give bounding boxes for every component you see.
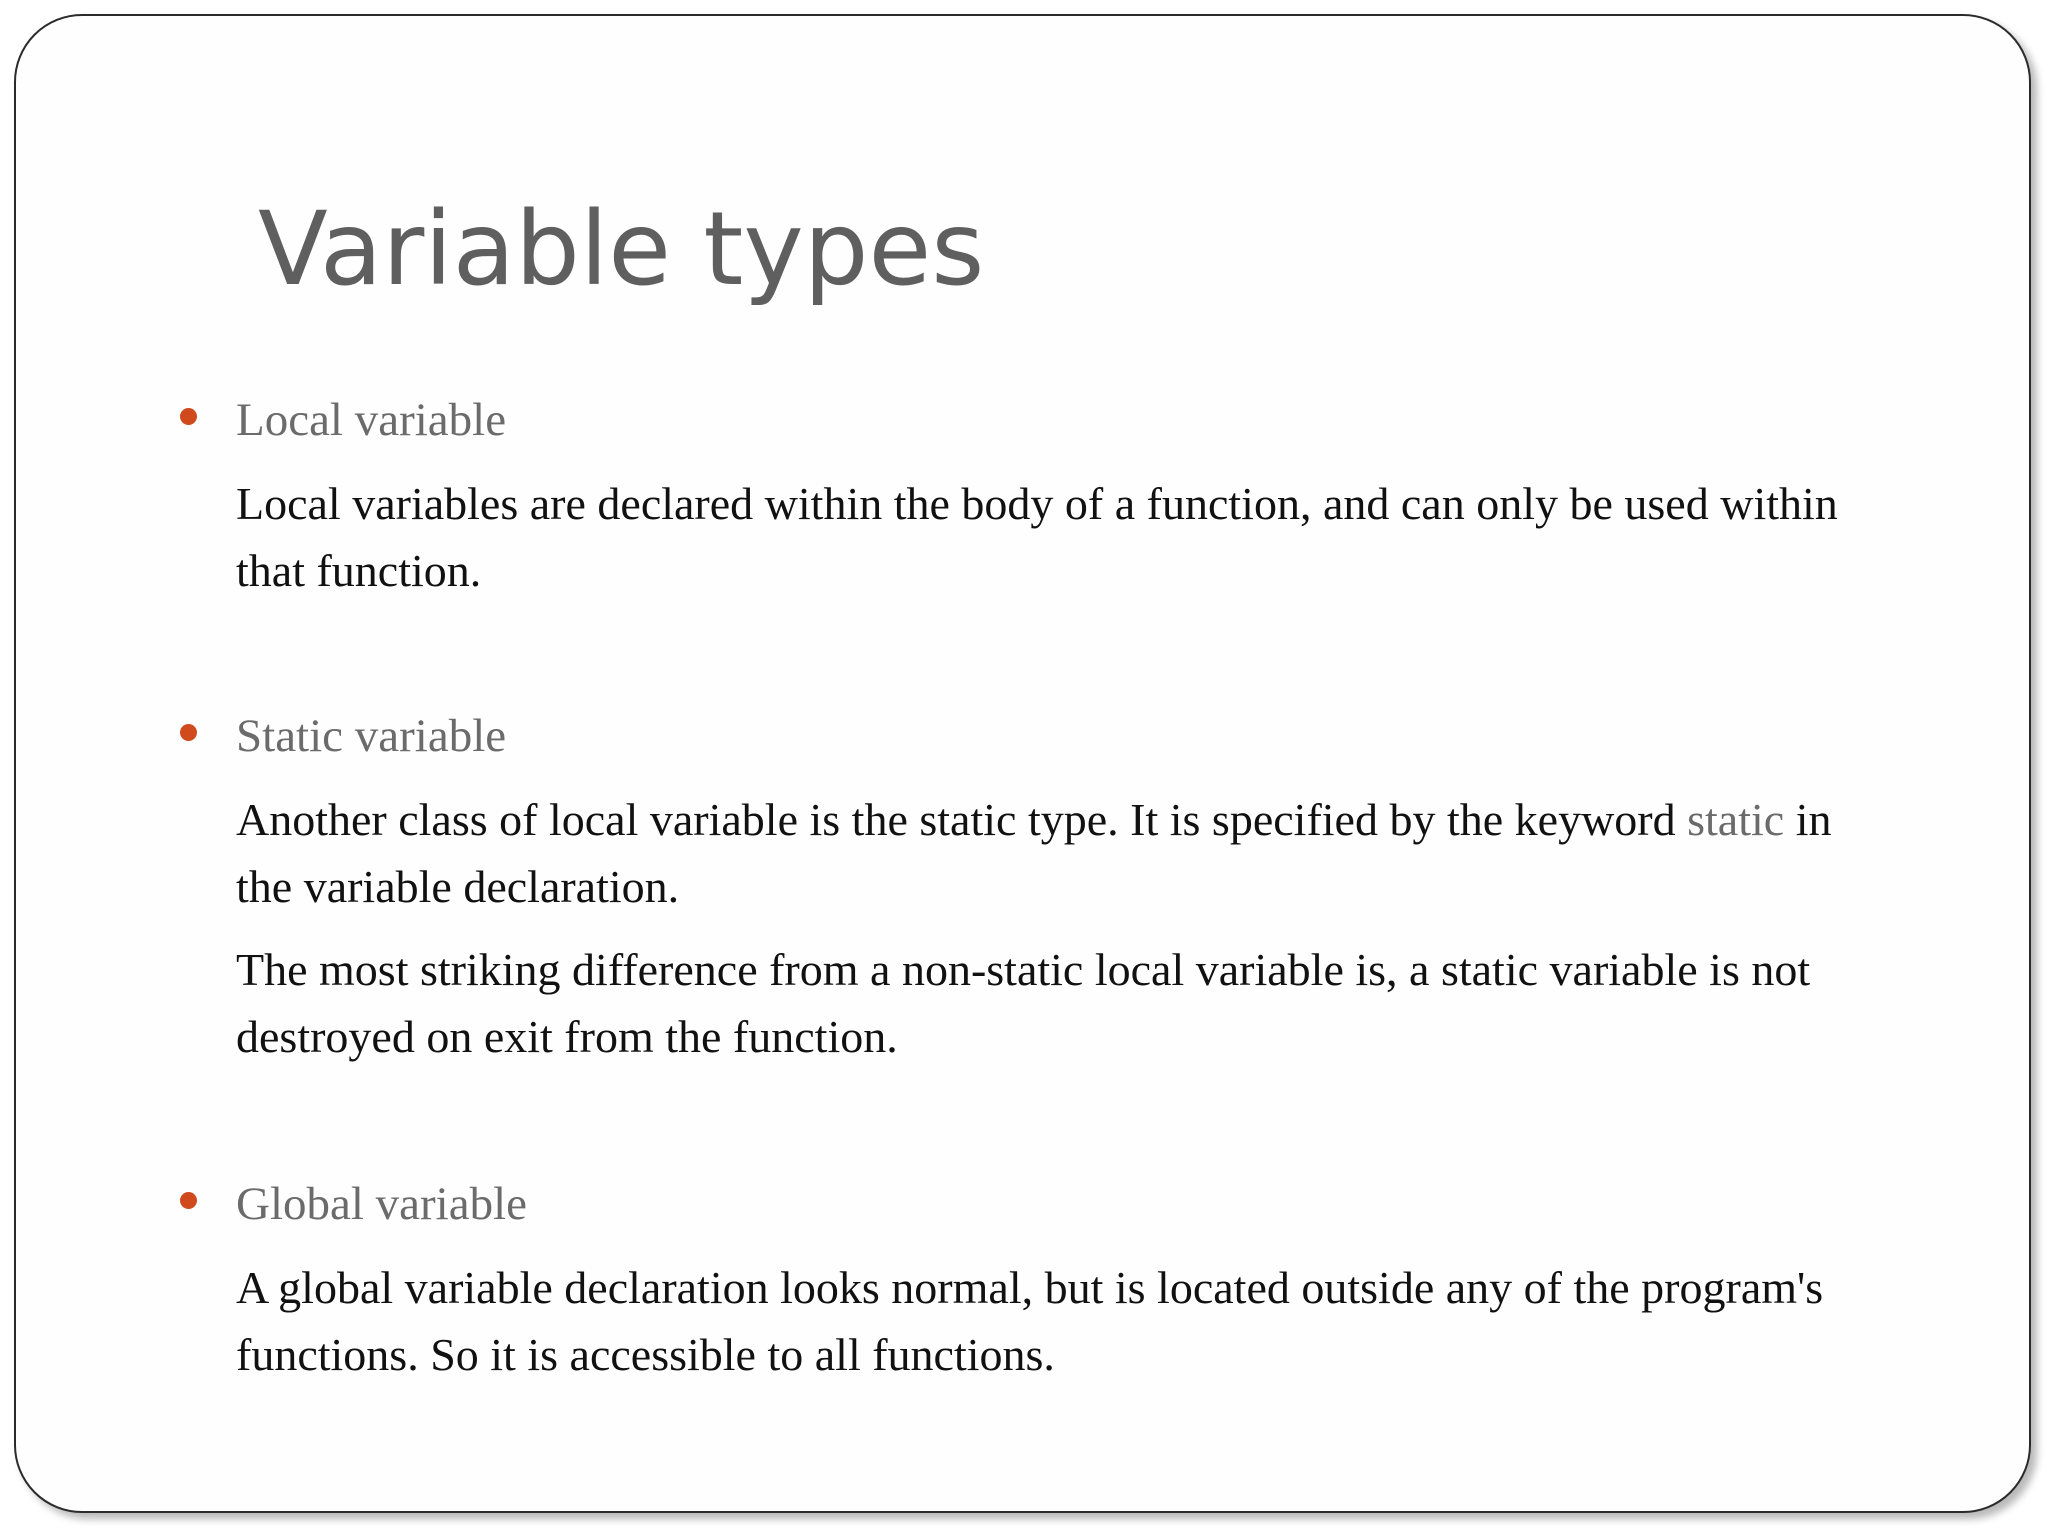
bullet-description <box>236 786 1876 920</box>
bullet-description-2: The most striking difference from a non-static local variable is, a static variable is not destroyed on exit from the function. <box>236 944 1811 1062</box>
bullet-description: A global variable declaration looks normal, but is located outside any of the program's functions. So it is accessible to all functions. <box>236 1262 1824 1380</box>
bullet-heading-label: Local variable <box>236 394 507 446</box>
slide-title: Variable types <box>258 190 985 309</box>
bullet-heading <box>236 706 1876 766</box>
bullet-dot-icon <box>180 724 197 741</box>
bullet-description: Local variables are declared within the body of a function, and can only be used within that function. <box>236 478 1838 596</box>
bullet-item-global-variable <box>236 1174 1876 1388</box>
bullet-heading-label: Static variable <box>236 710 507 762</box>
bullet-dot-icon <box>180 408 197 425</box>
keyword-static: static <box>1687 794 1785 845</box>
bullet-heading <box>236 1174 1876 1234</box>
description-text: Another class of local variable is the static type. It is specified by the keyword <box>236 794 1688 845</box>
bullet-item-local-variable <box>236 390 1876 604</box>
bullet-heading <box>236 390 1876 450</box>
bullet-dot-icon <box>180 1192 197 1209</box>
description-text: in the variable declaration. <box>236 794 1832 912</box>
bullet-heading-label: Global variable <box>236 1178 528 1230</box>
bullet-item-static-variable <box>236 706 1876 1070</box>
